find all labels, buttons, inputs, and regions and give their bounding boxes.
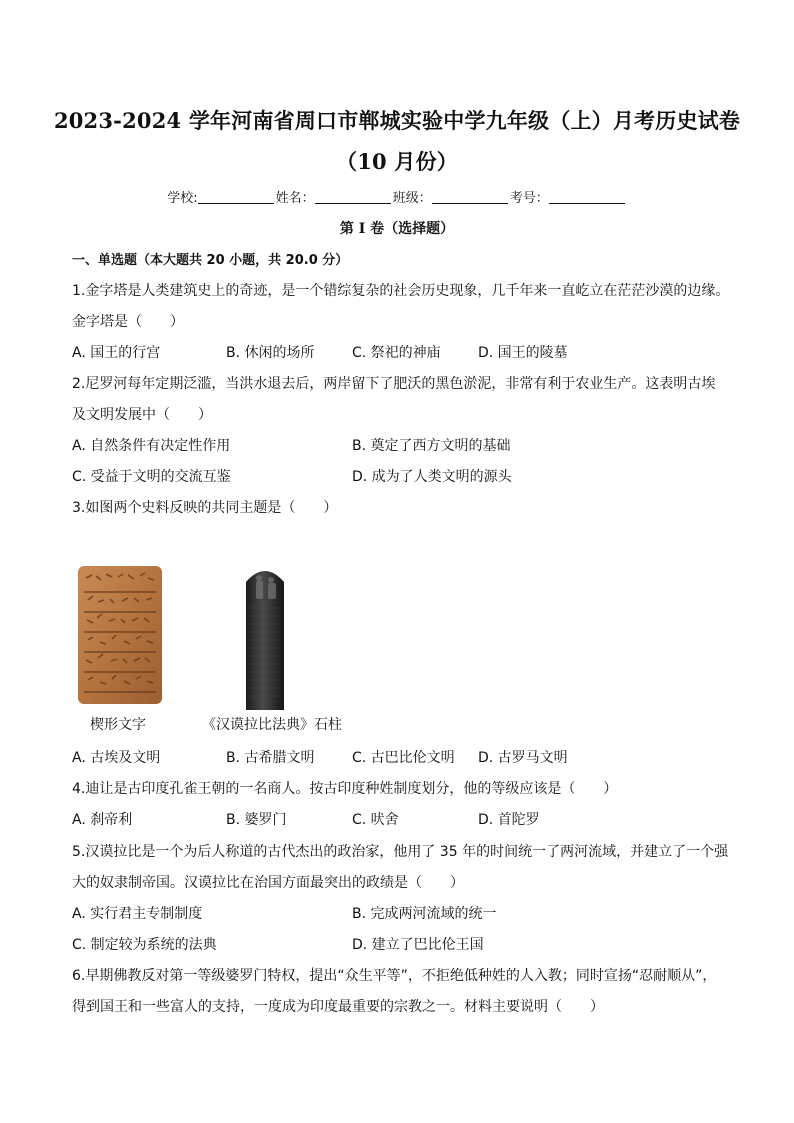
question-3-option-a[interactable]: A. 古埃及文明 <box>72 750 161 766</box>
question-2-option-c[interactable]: C. 受益于文明的交流互鉴 <box>72 469 231 485</box>
question-1-stem-line-2: 金字塔是（ ） <box>72 314 184 330</box>
question-3-stem: 3.如图两个史料反映的共同主题是（ ） <box>72 500 338 516</box>
question-1-option-b[interactable]: B. 休闲的场所 <box>226 345 315 361</box>
question-2-stem-line-2: 及文明发展中（ ） <box>72 407 212 423</box>
section-title: 第 I 卷（选择题） <box>339 221 455 237</box>
question-3-option-b[interactable]: B. 古希腊文明 <box>226 750 315 766</box>
question-5-option-d[interactable]: D. 建立了巴比伦王国 <box>352 937 484 953</box>
exam-number-blank[interactable] <box>549 191 625 204</box>
question-2-option-a[interactable]: A. 自然条件有决定性作用 <box>72 438 231 454</box>
question-2-option-d[interactable]: D. 成为了人类文明的源头 <box>352 469 512 485</box>
question-1-option-d[interactable]: D. 国王的陵墓 <box>478 345 568 361</box>
question-5-stem-line-1: 5.汉谟拉比是一个为后人称道的古代杰出的政治家，他用了 35 年的时间统一了两河流域，并建立了一个强 <box>72 844 729 860</box>
question-3-option-c[interactable]: C. 古巴比伦文明 <box>352 750 455 766</box>
hammurabi-stele-image <box>240 564 290 710</box>
question-2-stem-line-1: 2.尼罗河每年定期泛滥，当洪水退去后，两岸留下了肥沃的黑色淤泥，非常有利于农业生产。这表明古埃 <box>72 376 716 392</box>
exam-number-label: 考号： <box>509 191 549 206</box>
part-heading: 一、单选题（本大题共 20 小题，共 20.0 分） <box>72 253 349 268</box>
name-label: 姓名： <box>275 191 315 206</box>
question-5-option-a[interactable]: A. 实行君主专制制度 <box>72 906 203 922</box>
question-4-stem: 4.迪让是古印度孔雀王朝的一名商人。按古印度种姓制度划分，他的等级应该是（ ） <box>72 781 618 797</box>
question-4-option-d[interactable]: D. 首陀罗 <box>478 812 540 828</box>
exam-title: 2023-2024 学年河南省周口市郸城实验中学九年级（上）月考历史试卷 <box>53 108 741 133</box>
question-4-option-a[interactable]: A. 刹帝利 <box>72 812 133 828</box>
question-1-option-a[interactable]: A. 国王的行宫 <box>72 345 161 361</box>
question-5-stem-line-2: 大的奴隶制帝国。汉谟拉比在治国方面最突出的政绩是（ ） <box>72 875 464 891</box>
question-1-stem-line-1: 1.金字塔是人类建筑史上的奇迹，是一个错综复杂的社会历史现象，几千年来一直屹立在茫茫沙漠的边缘。 <box>72 283 730 299</box>
question-5-option-b[interactable]: B. 完成两河流域的统一 <box>352 906 497 922</box>
question-1-option-c[interactable]: C. 祭祀的神庙 <box>352 345 441 361</box>
stele-caption: 《汉谟拉比法典》石柱 <box>202 717 342 733</box>
student-info-line <box>0 187 794 206</box>
question-3-option-d[interactable]: D. 古罗马文明 <box>478 750 568 766</box>
question-4-option-b[interactable]: B. 婆罗门 <box>226 812 287 828</box>
cuneiform-tablet-image <box>76 564 164 706</box>
class-blank[interactable] <box>432 191 508 204</box>
question-6-stem-line-1: 6.早期佛教反对第一等级婆罗门特权，提出“众生平等”，不拒绝低种姓的人入教；同时宣扬“忍耐顺从”， <box>72 968 717 984</box>
question-5-option-c[interactable]: C. 制定较为系统的法典 <box>72 937 217 953</box>
question-6-stem-line-2: 得到国王和一些富人的支持，一度成为印度最重要的宗教之一。材料主要说明（ ） <box>72 999 604 1015</box>
exam-subtitle: （10 月份） <box>336 149 458 174</box>
question-4-option-c[interactable]: C. 吠舍 <box>352 812 399 828</box>
question-2-option-b[interactable]: B. 奠定了西方文明的基础 <box>352 438 511 454</box>
class-label: 班级： <box>392 191 432 206</box>
name-blank[interactable] <box>315 191 391 204</box>
school-blank[interactable] <box>198 191 274 204</box>
cuneiform-caption: 楔形文字 <box>90 717 146 733</box>
school-label: 学校: <box>167 191 198 206</box>
